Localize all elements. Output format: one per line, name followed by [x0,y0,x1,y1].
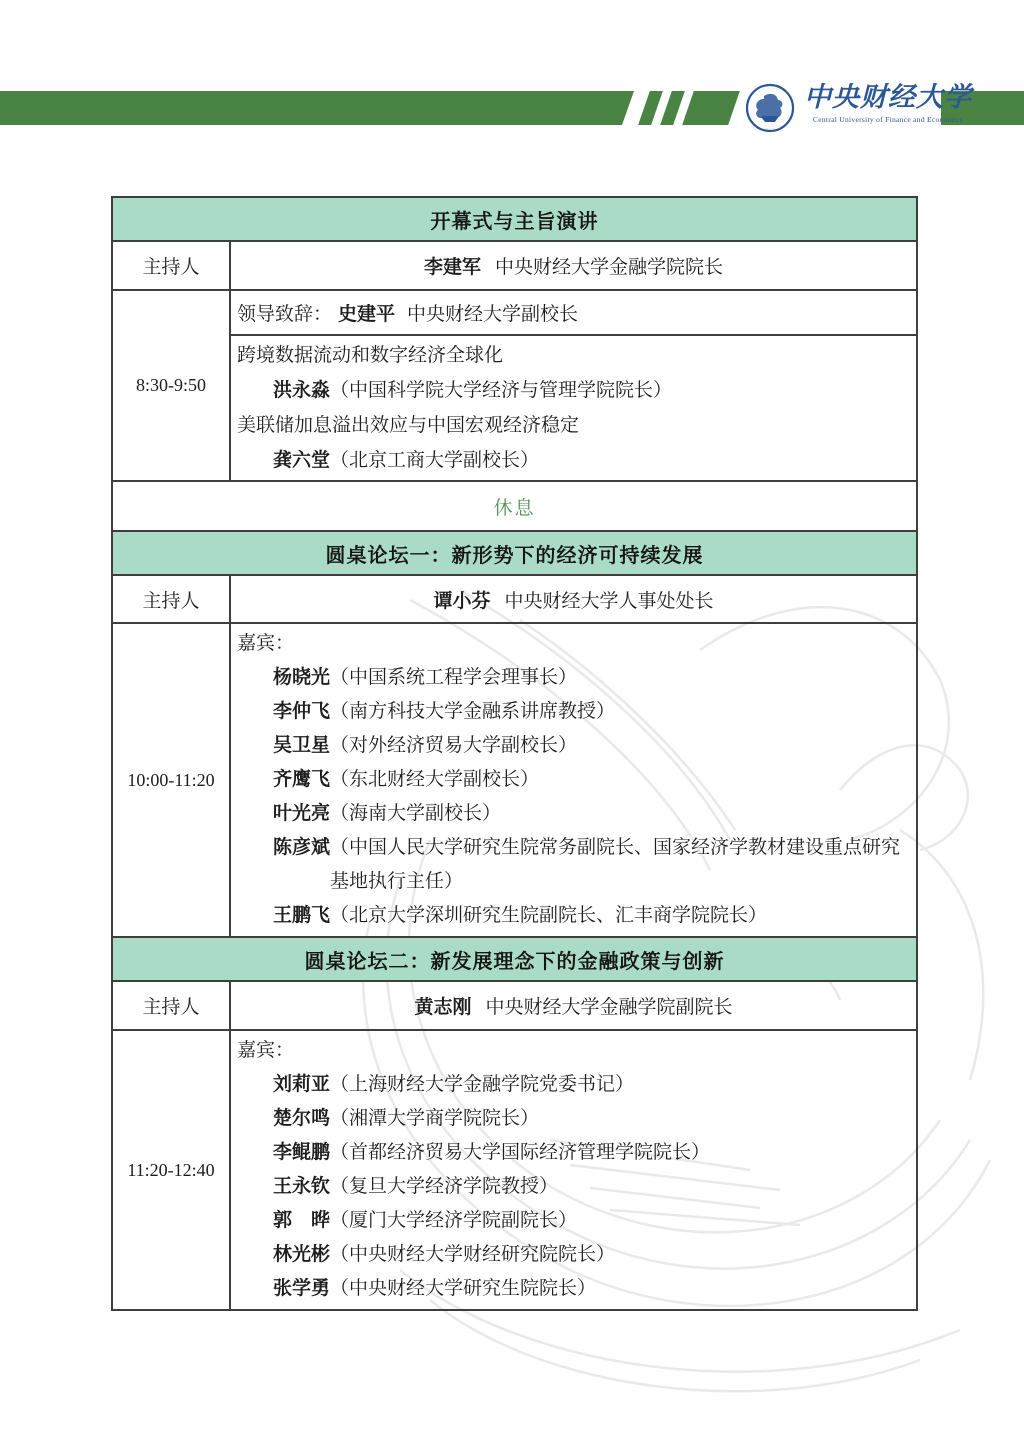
guest-affiliation: （中国系统工程学会理事长） [330,667,578,688]
guest-name: 吴卫星 [273,735,331,756]
guest-name: 王永钦 [273,1176,331,1197]
moderator-name: 谭小芬 [433,590,491,612]
section-title: 开幕式与主旨演讲 [112,197,917,241]
address-speaker-title: 中央财经大学副校长 [407,304,579,325]
guest-item [231,1102,908,1136]
guest-name: 李仲飞 [273,701,331,722]
guest-affiliation: （湘潭大学商学院院长） [330,1108,540,1129]
guest-affiliation: （南方科技大学金融系讲席教授） [330,701,616,722]
speaker-name: 龚六堂 [273,450,331,471]
guest-name: 叶光亮 [273,803,331,824]
moderator-row-opening [112,241,917,290]
opening-address [230,290,917,335]
university-logo [744,82,972,134]
keynote-row [112,335,917,481]
guest-name: 齐鹰飞 [273,769,331,790]
session-time: 10:00-11:20 [112,623,230,937]
moderator-name: 黄志刚 [414,997,472,1018]
guest-affiliation: （首都经济贸易大学国际经济管理学院院长） [330,1142,711,1163]
brand-bar-stripe [660,91,685,125]
page-header [0,0,1024,150]
guest-name: 郭 晔 [273,1210,331,1231]
session-time: 8:30-9:50 [112,290,230,481]
brand-bar-stripe [682,91,740,125]
guest-affiliation: （海南大学副校长） [330,803,502,824]
section-header-opening [112,197,917,241]
break-row [112,481,917,531]
guest-name: 楚尔鸣 [273,1108,331,1129]
opening-address-row [112,290,917,335]
university-name: 中央财经大学 [804,82,972,112]
moderator-row-forum2 [112,981,917,1030]
section-header-forum2 [112,937,917,981]
moderator-row-forum1 [112,575,917,623]
guest-item [231,1238,908,1272]
speaker-affiliation: （中国科学院大学经济与管理学院院长） [330,380,673,401]
section-header-forum1 [112,531,917,575]
brand-bar [0,91,634,125]
keynote-speaker-line [231,443,910,478]
moderator-title: 中央财经大学金融学院院长 [495,257,724,278]
guest-affiliation: （北京大学深圳研究生院副院长、汇丰商学院院长） [330,905,768,926]
guest-list [230,1030,917,1310]
guest-name: 李鲲鹏 [273,1142,331,1163]
guest-affiliation: （中央财经大学研究生院院长） [330,1278,597,1299]
university-name-en: Central University of Finance and Economics [812,115,964,124]
guest-item [231,1068,908,1102]
guest-name: 王鹏飞 [273,905,331,926]
guest-row-forum2 [112,1030,917,1310]
speaker-name: 洪永淼 [273,380,331,401]
guest-item [231,661,908,695]
keynote-speaker-line [231,373,910,408]
guest-item [231,1204,908,1238]
guest-name: 杨晓光 [273,667,331,688]
university-seal-icon [744,82,796,134]
guest-row-forum1 [112,623,917,937]
svg-text:· · · · ·: · · · · · [764,126,776,131]
keynote-topic: 跨境数据流动和数字经济全球化 [237,345,504,366]
guest-affiliation: （中央财经大学财经研究院院长） [330,1244,616,1265]
break-label: 休息 [112,481,917,531]
svg-text:· · · · ·: · · · · · [764,86,776,91]
guest-name: 林光彬 [273,1244,331,1265]
session-time: 11:20-12:40 [112,1030,230,1310]
guest-affiliation: （厦门大学经济学院副院长） [330,1210,578,1231]
brand-bar-stripe [638,91,663,125]
guest-affiliation: （东北财经大学副校长） [330,769,540,790]
guest-affiliation: （对外经济贸易大学副校长） [330,735,578,756]
guest-item [231,1136,908,1170]
guests-label: 嘉宾： [237,633,295,654]
guest-item [231,899,908,933]
guest-name: 陈彦斌 [273,837,331,858]
moderator-name: 李建军 [423,257,481,278]
guests-label: 嘉宾： [237,1040,295,1061]
guest-item [231,797,908,831]
guest-affiliation: （复旦大学经济学院教授） [330,1176,559,1197]
moderator-label: 主持人 [112,575,230,623]
guest-name: 张学勇 [273,1278,331,1299]
guest-item [231,1170,908,1204]
moderator-value [230,575,917,623]
moderator-title: 中央财经大学金融学院副院长 [485,997,733,1018]
keynote-topic: 美联储加息溢出效应与中国宏观经济稳定 [237,415,580,436]
guest-name: 刘莉亚 [273,1074,331,1095]
speaker-affiliation: （北京工商大学副校长） [330,450,540,471]
guest-list [230,623,917,937]
guest-item [231,729,908,763]
section-title: 圆桌论坛二：新发展理念下的金融政策与创新 [112,937,917,981]
moderator-value [230,241,917,290]
address-speaker-name: 史建平 [338,304,396,325]
agenda-table [111,196,918,1311]
keynote-list [230,335,917,481]
guest-item [231,831,908,899]
section-title: 圆桌论坛一：新形势下的经济可持续发展 [112,531,917,575]
guest-item [231,1272,908,1306]
moderator-title: 中央财经大学人事处处长 [504,590,714,612]
guest-affiliation: （中国人民大学研究生院常务副院长、国家经济学教材建设重点研究基地执行主任） [330,837,901,892]
guest-item [231,763,908,797]
moderator-label: 主持人 [112,981,230,1030]
address-label: 领导致辞： [237,304,333,325]
moderator-value [230,981,917,1030]
moderator-label: 主持人 [112,241,230,290]
guest-affiliation: （上海财经大学金融学院党委书记） [330,1074,635,1095]
guest-item [231,695,908,729]
